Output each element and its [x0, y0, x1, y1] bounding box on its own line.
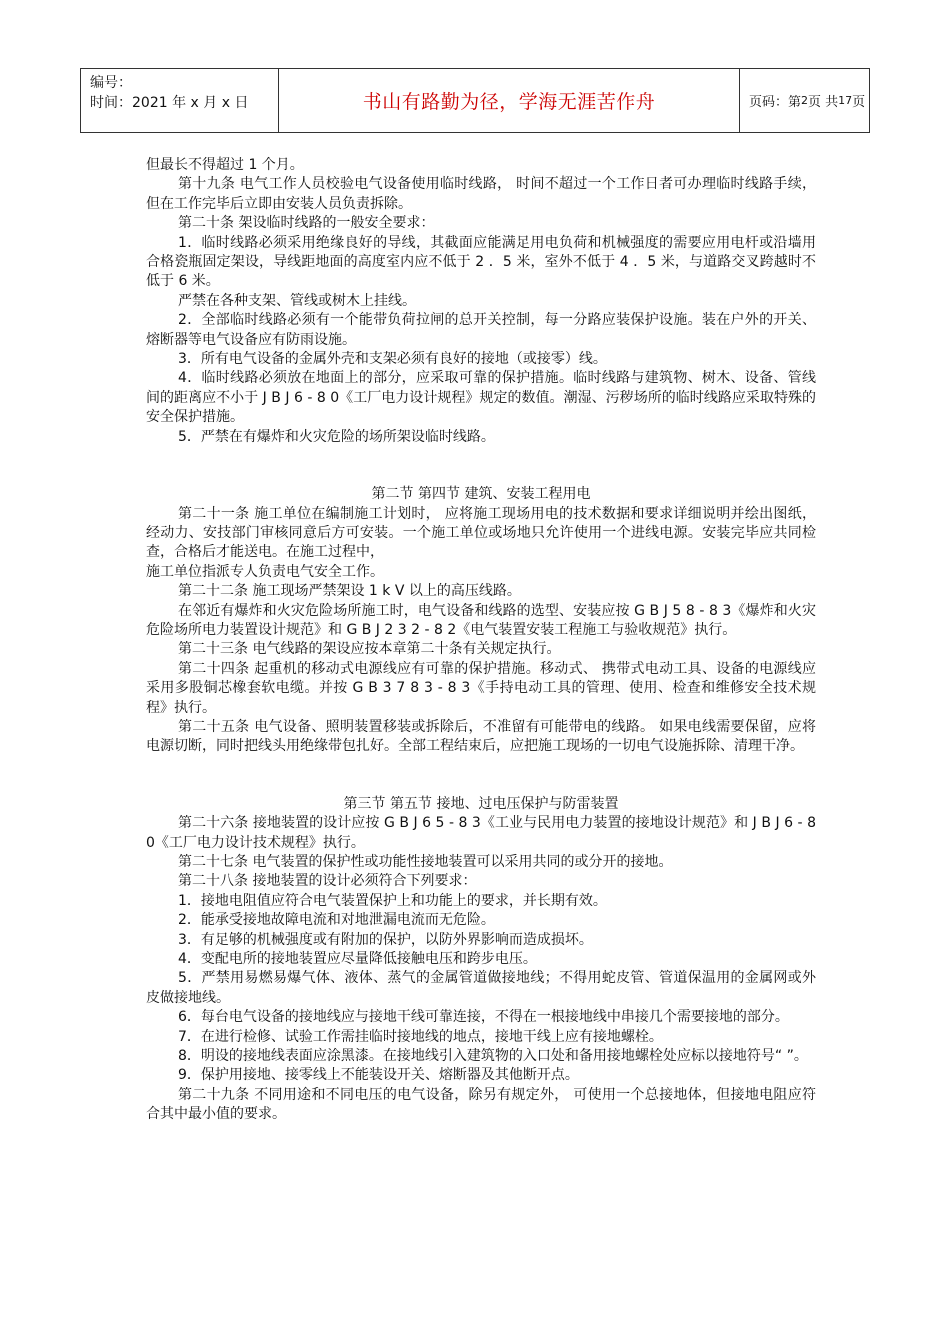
list-item: 5．严禁在有爆炸和火灾危险的场所架设临时线路。: [178, 428, 495, 445]
header-meta-cell: [81, 69, 279, 132]
spacer: [146, 757, 816, 776]
section-heading: 第二节 第四节 建筑、安装工程用电: [371, 486, 591, 503]
header-motto-cell: [279, 69, 740, 132]
article-23: 第二十三条 电气线路的架设应按本章第二十条有关规定执行。: [178, 641, 561, 658]
list-item: 1．接地电阻值应符合电气装置保护上和功能上的要求，并长期有效。: [178, 892, 607, 909]
article-19: 第十九条 电气工作人员校验电气设备使用临时线路， 时间不超过一个工作日者可办理临时线路手续，但在工作完毕后立即由安装人员负责拆除。: [146, 176, 816, 212]
document-time-label: 时间：2021 年 x 月 x 日: [90, 95, 249, 111]
page-current: 2: [801, 94, 809, 107]
list-item: 1．临时线路必须采用绝缘良好的导线，其截面应能满足用电负荷和机械强度的需要应用电杆或沿墙用合格瓷瓶固定架设，导线距地面的高度室内应不低于 2 ．5 米，室外不低于 4 ．5 米，与道路交叉跨越时不低于 6 米。: [146, 234, 816, 290]
list-item: 3．有足够的机械强度或有附加的保护，以防外界影响而造成损坏。: [178, 931, 593, 948]
paragraph: 但最长不得超过 1 个月。: [146, 157, 304, 173]
list-item: 7．在进行检修、试验工作需挂临时接地线的地点，接地干线上应有接地螺栓。: [178, 1028, 663, 1045]
list-item: 4．变配电所的接地装置应尽量降低接触电压和跨步电压。: [178, 951, 537, 968]
article-21: 第二十一条 施工单位在编制施工计划时， 应将施工现场用电的技术数据和要求详细说明并绘出图纸，经动力、安技部门审核同意后方可安装。一个施工单位或场地只允许使用一个进线电源。安装完毕应共同检查，合格后才能送电。在施工过程中，: [146, 505, 816, 561]
list-item: 5．严禁用易燃易爆气体、液体、蒸气的金属管道做接地线；不得用蛇皮管、管道保温用的金属网或外皮做接地线。: [146, 970, 816, 1006]
paragraph: 施工单位指派专人负责电气安全工作。: [146, 563, 384, 580]
page-header: [80, 68, 870, 133]
spacer: [146, 447, 816, 466]
paragraph: 在邻近有爆炸和火灾危险场所施工时，电气设备和线路的选型、安装应按 G B J 5 8 - 8 3《爆炸和火灾危险场所电力装置设计规范》和 G B J 2 3 2 - 8 2《电气装置安装工程施工与验收规范》执行。: [146, 602, 816, 638]
article-27: 第二十七条 电气装置的保护性或功能性接地装置可以采用共同的或分开的接地。: [178, 854, 673, 870]
article-22: 第二十二条 施工现场严禁架设 1 k V 以上的高压线路。: [178, 583, 521, 600]
article-29: 第二十九条 不同用途和不同电压的电气设备，除另有规定外， 可使用一个总接地体，但接地电阻应符合其中最小值的要求。: [146, 1086, 816, 1123]
list-item: 9．保护用接地、接零线上不能装设开关、熔断器及其他断开点。: [178, 1067, 579, 1084]
list-item: 6．每台电气设备的接地线应与接地干线可靠连接，不得在一根接地线中串接几个需要接地的部分。: [178, 1009, 789, 1026]
page-prefix: 页码：第: [749, 95, 802, 110]
list-item: 8．明设的接地线表面应涂黑漆。在接地线引入建筑物的入口处和备用接地螺栓处应标以接地符号“ ”。: [178, 1048, 808, 1065]
page-mid: 页 共: [808, 95, 839, 110]
list-item: 3．所有电气设备的金属外壳和支架必须有良好的接地（或接零）线。: [178, 351, 607, 368]
header-page-cell: [740, 69, 869, 132]
article-25: 第二十五条 电气设备、照明装置移装或拆除后，不准留有可能带电的线路。 如果电线需要保留，应将电源切断，同时把线头用绝缘带包扎好。全部工程结束后，应把施工现场的一切电气设施拆除、清理干净。: [146, 718, 816, 755]
list-item: 4．临时线路必须放在地面上的部分，应采取可靠的保护措施。临时线路与建筑物、树木、设备、管线间的距离应不小于 J B J 6 - 8 0《工厂电力设计规程》规定的数值。潮湿、污秽场所的临时线路应采取特殊的安全保护措施。: [146, 370, 816, 426]
article-28: 第二十八条 接地装置的设计必须符合下列要求：: [178, 873, 477, 890]
page-total: 17: [838, 94, 853, 107]
page-suffix: 页: [852, 95, 866, 110]
article-24: 第二十四条 起重机的移动式电源线应有可靠的保护措施。移动式、 携带式电动工具、设备的电源线应采用多股铜芯橡套软电缆。并按 G B 3 7 8 3 - 8 3《手持电动工具的管理、使用、检查和维修安全技术规程》执行。: [146, 660, 816, 716]
header-motto: 书山有路勤为径，学海无涯苦作舟: [362, 91, 656, 113]
article-20: 第二十条 架设临时线路的一般安全要求：: [178, 215, 435, 232]
paragraph: 严禁在各种支架、管线或树木上挂线。: [178, 292, 416, 309]
article-26: 第二十六条 接地装置的设计应按 G B J 6 5 - 8 3《工业与民用电力装置的接地设计规范》和 J B J 6 - 8 0《工厂电力设计技术规程》执行。: [146, 815, 816, 851]
list-item: 2．全部临时线路必须有一个能带负荷拉闸的总开关控制，每一分路应装保护设施。装在户外的开关、熔断器等电气设备应有防雨设施。: [146, 312, 816, 348]
document-body: [146, 156, 816, 1125]
section-heading: 第三节 第五节 接地、过电压保护与防雷装置: [343, 795, 619, 812]
list-item: 2．能承受接地故障电流和对地泄漏电流而无危险。: [178, 912, 495, 929]
document-number-label: 编号：: [90, 75, 132, 91]
